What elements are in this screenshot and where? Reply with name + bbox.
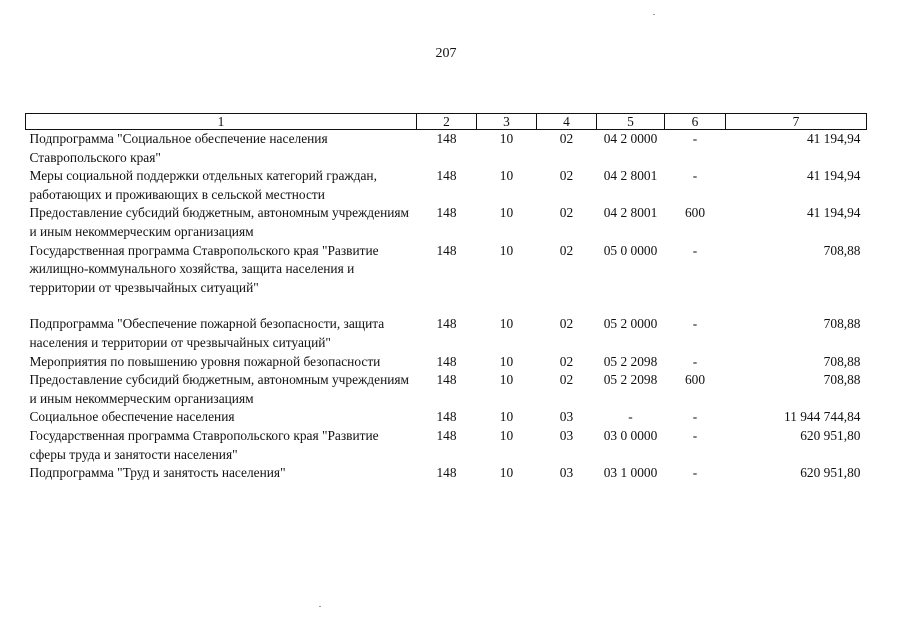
table-header-row [26, 114, 867, 130]
scan-speck [653, 14, 655, 15]
table-row [26, 371, 867, 408]
row-code-5: 05 2 2098 [603, 372, 658, 388]
row-name: Государственная программа Ставропольского края "Развитие сферы труда и занятости населения" [29, 427, 379, 462]
row-code-2: 148 [436, 465, 457, 481]
row-amount: 41 194,94 [806, 131, 861, 146]
row-code-4: 02 [559, 316, 574, 332]
row-code-5: 04 2 0000 [603, 131, 658, 146]
row-code-5: 05 2 2098 [603, 353, 658, 369]
row-name: Меры социальной поддержки отдельных категорий граждан, работающих и проживающих в сельской местности [29, 168, 377, 202]
row-code-3: 10 [499, 131, 514, 146]
row-code-5: 04 2 8001 [603, 168, 658, 184]
row-name: Предоставление субсидий бюджетным, автономным учреждениям и иным некоммерческим организациям [29, 205, 410, 239]
row-code-3: 10 [499, 316, 514, 332]
row-name: Подпрограмма "Обеспечение пожарной безопасности, защита населения и территории от чрезвычайных ситуаций" [29, 316, 385, 350]
column-header-6: 6 [665, 114, 726, 130]
row-code-4: 02 [559, 353, 574, 369]
row-code-6: - [692, 316, 698, 332]
row-code-6: 600 [684, 372, 706, 388]
row-amount: 708,88 [823, 316, 861, 332]
column-header-1: 1 [26, 114, 417, 130]
row-code-3: 10 [499, 372, 514, 388]
column-header-7: 7 [726, 114, 867, 130]
row-name: Государственная программа Ставропольского края "Развитие жилищно-коммунального хозяйства, защита населения и территории от чрезвычайных ситуаций" [29, 242, 379, 295]
row-code-2: 148 [436, 427, 457, 443]
table-row [26, 315, 867, 352]
row-code-5: 03 0 0000 [603, 427, 658, 443]
table-row [26, 242, 867, 316]
row-code-2: 148 [436, 168, 457, 184]
table-row [26, 464, 867, 483]
row-code-2: 148 [436, 205, 457, 221]
row-code-5: 05 2 0000 [603, 316, 658, 332]
scan-speck [319, 606, 321, 607]
row-code-3: 10 [499, 409, 514, 425]
table-row [26, 167, 867, 204]
row-code-6: - [692, 131, 698, 146]
row-code-4: 03 [559, 409, 574, 425]
column-header-2: 2 [417, 114, 477, 130]
row-name: Предоставление субсидий бюджетным, автономным учреждениям и иным некоммерческим организациям [29, 372, 410, 406]
row-amount: 41 194,94 [806, 205, 861, 221]
row-amount: 41 194,94 [806, 168, 861, 184]
column-header-4: 4 [537, 114, 597, 130]
row-code-3: 10 [499, 353, 514, 369]
row-code-5: 05 0 0000 [603, 242, 658, 258]
row-amount: 708,88 [823, 242, 861, 258]
row-code-6: - [692, 409, 698, 425]
column-header-3: 3 [477, 114, 537, 130]
row-code-3: 10 [499, 427, 514, 443]
row-code-2: 148 [436, 316, 457, 332]
row-code-6: - [692, 465, 698, 481]
row-code-4: 02 [559, 205, 574, 221]
row-code-3: 10 [499, 168, 514, 184]
row-code-4: 02 [559, 168, 574, 184]
row-code-4: 02 [559, 372, 574, 388]
row-name: Мероприятия по повышению уровня пожарной безопасности [29, 353, 381, 369]
page-number: 207 [435, 46, 457, 61]
row-code-6: - [692, 242, 698, 258]
row-amount: 11 944 744,84 [784, 409, 861, 425]
row-name: Подпрограмма "Труд и занятость населения" [29, 465, 286, 481]
row-code-3: 10 [499, 205, 514, 221]
row-code-2: 148 [436, 372, 457, 388]
row-code-5: 04 2 8001 [603, 205, 658, 221]
row-code-4: 03 [559, 465, 574, 481]
column-header-5: 5 [597, 114, 665, 130]
row-code-6: - [692, 427, 698, 443]
table-row [26, 427, 867, 464]
row-name: Подпрограмма "Социальное обеспечение населения Ставропольского края" [29, 131, 328, 165]
table-row [26, 204, 867, 241]
row-code-2: 148 [436, 242, 457, 258]
row-code-5: 03 1 0000 [603, 465, 658, 481]
row-code-3: 10 [499, 465, 514, 481]
row-code-6: 600 [684, 205, 706, 221]
table-body [26, 130, 867, 483]
row-code-2: 148 [436, 353, 457, 369]
row-name: Социальное обеспечение населения [29, 409, 235, 425]
table-header [26, 114, 867, 130]
row-amount: 708,88 [823, 353, 861, 369]
row-code-4: 02 [559, 242, 574, 258]
row-code-3: 10 [499, 242, 514, 258]
row-code-2: 148 [436, 131, 457, 146]
row-code-4: 03 [559, 427, 574, 443]
table-row [26, 408, 867, 427]
row-amount: 708,88 [823, 372, 861, 388]
table-row [26, 353, 867, 372]
row-code-6: - [692, 353, 698, 369]
table-row [26, 130, 867, 168]
row-code-4: 02 [559, 131, 574, 146]
row-code-2: 148 [436, 409, 457, 425]
row-code-6: - [692, 168, 698, 184]
row-code-5: - [628, 409, 633, 425]
row-amount: 620 951,80 [800, 427, 861, 443]
row-amount: 620 951,80 [800, 465, 861, 481]
budget-table [25, 113, 867, 483]
